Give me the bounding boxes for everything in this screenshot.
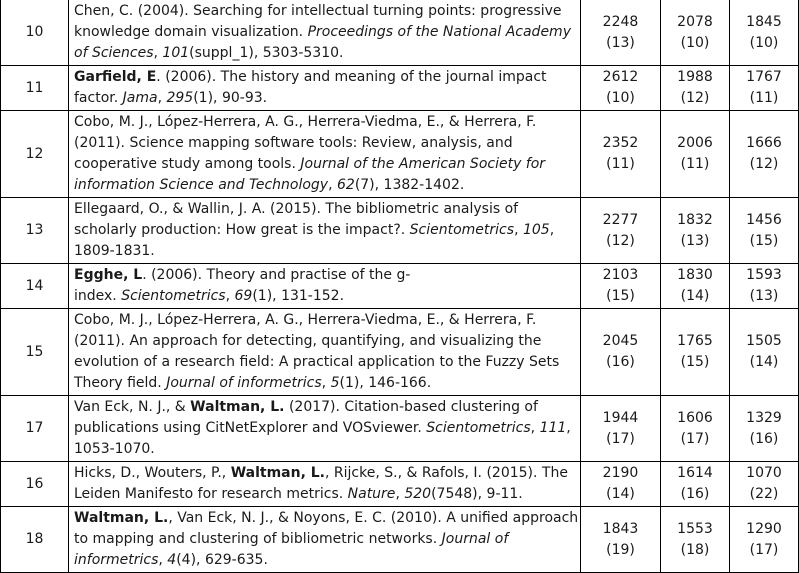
citation-rank: (10) bbox=[749, 34, 779, 51]
citation-count: 1614 bbox=[677, 465, 713, 481]
reference-text: Cobo, M. J., López-Herrera, A. G., Herrera-Viedma, E., & Herrera, F. bbox=[74, 114, 537, 130]
citation-count: 2190 bbox=[602, 465, 639, 481]
author-bold: Waltman, L. bbox=[190, 399, 285, 415]
reference-line bbox=[74, 373, 576, 394]
citation-rank: (14) bbox=[680, 288, 710, 304]
reference-cell bbox=[69, 309, 581, 396]
row-rank: 15 bbox=[1, 309, 69, 396]
reference-line bbox=[74, 67, 576, 88]
reference-line bbox=[74, 220, 576, 241]
table-row bbox=[1, 309, 799, 396]
reference-text: Van Eck, N. J., & bbox=[74, 399, 191, 415]
reference-line bbox=[74, 463, 576, 484]
citation-count: 2248 bbox=[602, 13, 639, 30]
citation-rank: (16) bbox=[680, 486, 710, 502]
reference-text: factor. bbox=[74, 90, 123, 106]
reference-line bbox=[74, 1, 576, 22]
citation-count-cell-1 bbox=[581, 198, 661, 264]
reference-italic: informetrics bbox=[74, 552, 159, 568]
reference-italic: Journal of informetrics bbox=[166, 375, 322, 391]
citation-rank: (13) bbox=[680, 232, 710, 249]
reference-line bbox=[74, 352, 576, 373]
reference-line bbox=[74, 133, 576, 154]
citation-rank: (10) bbox=[680, 34, 710, 51]
citation-count-cell-3 bbox=[730, 264, 799, 309]
reference-line bbox=[74, 310, 576, 331]
citation-rank: (16) bbox=[606, 354, 635, 370]
citation-count: 2103 bbox=[602, 267, 639, 283]
citation-rank: (14) bbox=[749, 354, 779, 370]
reference-text: (1), 131-152. bbox=[252, 288, 345, 304]
citation-rank: (15) bbox=[749, 232, 779, 249]
reference-text: (7548), 9-11. bbox=[431, 486, 523, 502]
reference-cell bbox=[69, 396, 581, 462]
reference-italic: 62 bbox=[336, 177, 355, 193]
reference-text: (1), 146-166. bbox=[339, 375, 432, 391]
citation-count-cell-2 bbox=[661, 309, 730, 396]
citation-rank: (13) bbox=[606, 34, 635, 51]
table-row bbox=[1, 0, 799, 66]
author-bold: Waltman, L. bbox=[74, 510, 169, 526]
citation-rank: (16) bbox=[749, 430, 779, 447]
reference-text: (7), 1382-1402. bbox=[354, 177, 465, 193]
reference-cell bbox=[69, 462, 581, 507]
citation-count-cell-1 bbox=[581, 309, 661, 396]
citation-count-cell-2 bbox=[661, 198, 730, 264]
reference-text: , bbox=[153, 45, 163, 61]
reference-text: Leiden Manifesto for research metrics. bbox=[74, 486, 348, 502]
reference-line bbox=[74, 484, 576, 505]
reference-text: , bbox=[514, 222, 523, 238]
citation-count-cell-3 bbox=[730, 66, 799, 111]
reference-line bbox=[74, 439, 576, 460]
citation-count-cell-3 bbox=[730, 507, 799, 573]
citation-count-cell-1 bbox=[581, 396, 661, 462]
reference-text: evolution of a research field: A practical application to the Fuzzy Sets bbox=[74, 354, 560, 370]
reference-italic: 4 bbox=[167, 552, 177, 568]
reference-text: 1809-1831. bbox=[74, 243, 155, 259]
citation-count: 1944 bbox=[602, 409, 639, 426]
reference-text: (2011). Science mapping software tools: Review, analysis, and bbox=[74, 135, 513, 151]
reference-text: Hicks, D., Wouters, P., bbox=[74, 465, 231, 481]
citation-count-cell-3 bbox=[730, 462, 799, 507]
row-rank: 13 bbox=[1, 198, 69, 264]
citation-count: 1767 bbox=[746, 69, 782, 85]
reference-text: Chen, C. (2004). Searching for intellectual turning points: progressive bbox=[74, 3, 562, 19]
citation-count-cell-3 bbox=[730, 111, 799, 198]
citation-count-cell-3 bbox=[730, 0, 799, 66]
reference-line bbox=[74, 154, 576, 175]
row-rank: 16 bbox=[1, 462, 69, 507]
reference-line bbox=[74, 331, 576, 352]
reference-italic: Journal of the American Society for bbox=[300, 156, 546, 172]
citation-count: 2352 bbox=[602, 135, 639, 151]
reference-cell bbox=[69, 111, 581, 198]
citation-count-cell-1 bbox=[581, 0, 661, 66]
citation-rank: (19) bbox=[606, 541, 635, 558]
reference-cell bbox=[69, 66, 581, 111]
citation-count-cell-1 bbox=[581, 462, 661, 507]
reference-text: , bbox=[157, 90, 167, 106]
reference-text: publications using CitNetExplorer and VOSviewer. bbox=[74, 420, 427, 436]
reference-line bbox=[74, 112, 576, 133]
table-row bbox=[1, 462, 799, 507]
citation-count-cell-2 bbox=[661, 0, 730, 66]
reference-text: Theory field. bbox=[74, 375, 167, 391]
reference-text: , bbox=[549, 222, 555, 238]
reference-italic: Scientometrics bbox=[409, 222, 515, 238]
citation-count: 1606 bbox=[677, 409, 713, 426]
reference-text: (4), 629-635. bbox=[176, 552, 268, 568]
citation-count: 1830 bbox=[677, 267, 713, 283]
reference-text: , bbox=[566, 420, 571, 436]
citation-rank: (17) bbox=[680, 430, 710, 447]
table-row bbox=[1, 507, 799, 573]
table-row bbox=[1, 396, 799, 462]
citation-count: 1329 bbox=[746, 409, 782, 426]
table-row bbox=[1, 66, 799, 111]
citation-count-cell-2 bbox=[661, 396, 730, 462]
reference-italic: Jama bbox=[122, 90, 158, 106]
reference-text: index. bbox=[74, 288, 122, 304]
citation-rank: (11) bbox=[606, 156, 635, 172]
author-bold: Garfield, E bbox=[74, 69, 157, 85]
table-row bbox=[1, 264, 799, 309]
reference-italic: 295 bbox=[166, 90, 194, 106]
reference-italic: 111 bbox=[539, 420, 567, 436]
citation-count: 1988 bbox=[677, 69, 713, 85]
reference-text: (2017). Citation-based clustering of bbox=[284, 399, 538, 415]
reference-text: (suppl_1), 5303-5310. bbox=[189, 45, 344, 61]
citation-count: 1290 bbox=[746, 520, 782, 537]
reference-text: , bbox=[225, 288, 235, 304]
reference-text: , bbox=[321, 375, 331, 391]
citation-count: 1505 bbox=[746, 333, 782, 349]
row-rank: 18 bbox=[1, 507, 69, 573]
reference-text: Cobo, M. J., López-Herrera, A. G., Herrera-Viedma, E., & Herrera, F. bbox=[74, 312, 537, 328]
row-rank: 10 bbox=[1, 0, 69, 66]
reference-italic: 105 bbox=[522, 222, 550, 238]
reference-text: , Rijcke, S., & Rafols, I. (2015). The bbox=[325, 465, 568, 481]
table-row bbox=[1, 111, 799, 198]
citation-count-cell-1 bbox=[581, 66, 661, 111]
citation-count-cell-3 bbox=[730, 198, 799, 264]
citation-count: 1553 bbox=[677, 520, 713, 537]
table-body bbox=[1, 0, 799, 573]
reference-cell bbox=[69, 198, 581, 264]
reference-line bbox=[74, 22, 576, 43]
citation-rank: (12) bbox=[749, 156, 779, 172]
reference-text: , bbox=[158, 552, 168, 568]
citation-rank: (10) bbox=[606, 90, 635, 106]
citation-rank: (14) bbox=[606, 486, 635, 502]
citation-rank: (11) bbox=[680, 156, 710, 172]
reference-italic: 101 bbox=[162, 45, 190, 61]
reference-italic: Nature bbox=[347, 486, 396, 502]
reference-line bbox=[74, 175, 576, 196]
row-rank: 11 bbox=[1, 66, 69, 111]
reference-line bbox=[74, 43, 576, 64]
reference-text: . (2006). Theory and practise of the g- bbox=[142, 267, 411, 283]
reference-line bbox=[74, 286, 576, 307]
citation-count: 2612 bbox=[602, 69, 639, 85]
citation-count-cell-3 bbox=[730, 309, 799, 396]
citation-count-cell-2 bbox=[661, 111, 730, 198]
reference-text: to mapping and clustering of bibliometric networks. bbox=[74, 531, 442, 547]
reference-cell bbox=[69, 0, 581, 66]
citation-count: 1456 bbox=[746, 211, 782, 228]
reference-italic: 69 bbox=[234, 288, 253, 304]
reference-line bbox=[74, 88, 576, 109]
reference-text: (1), 90-93. bbox=[193, 90, 268, 106]
reference-text: . (2006). The history and meaning of the journal impact bbox=[156, 69, 547, 85]
citation-count: 1070 bbox=[746, 465, 782, 481]
reference-line bbox=[74, 199, 576, 220]
citation-count: 1765 bbox=[677, 333, 713, 349]
reference-italic: Scientometrics bbox=[426, 420, 531, 436]
reference-line bbox=[74, 550, 576, 571]
reference-line bbox=[74, 397, 576, 418]
citation-rank: (15) bbox=[680, 354, 710, 370]
reference-text: cooperative study among tools. bbox=[74, 156, 301, 172]
reference-italic: 5 bbox=[330, 375, 340, 391]
row-rank: 12 bbox=[1, 111, 69, 198]
reference-line bbox=[74, 241, 576, 262]
citation-count: 2006 bbox=[677, 135, 713, 151]
author-bold: Waltman, L. bbox=[230, 465, 326, 481]
citation-rank: (15) bbox=[606, 288, 635, 304]
reference-text: (2011). An approach for detecting, quantifying, and visualizing the bbox=[74, 333, 542, 349]
citation-count: 2277 bbox=[602, 211, 639, 228]
reference-cell bbox=[69, 507, 581, 573]
citation-count-cell-2 bbox=[661, 507, 730, 573]
citation-rank: (17) bbox=[606, 430, 635, 447]
citation-rank: (17) bbox=[749, 541, 779, 558]
author-bold: Egghe, L bbox=[74, 267, 143, 283]
citation-count: 1845 bbox=[746, 13, 782, 30]
citation-count: 1832 bbox=[677, 211, 713, 228]
citation-rank: (12) bbox=[680, 90, 710, 106]
reference-text: , bbox=[395, 486, 405, 502]
reference-text: , bbox=[530, 420, 540, 436]
reference-cell bbox=[69, 264, 581, 309]
reference-line bbox=[74, 265, 576, 286]
citation-rank: (11) bbox=[749, 90, 779, 106]
reference-text: , bbox=[328, 177, 337, 193]
reference-line bbox=[74, 418, 576, 439]
reference-line bbox=[74, 529, 576, 550]
citation-rank: (22) bbox=[749, 486, 779, 502]
reference-text: Ellegaard, O., & Wallin, J. A. (2015). The bibliometric analysis of bbox=[74, 201, 519, 217]
reference-italic: Journal of bbox=[441, 531, 509, 547]
reference-italic: information Science and Technology bbox=[74, 177, 329, 193]
reference-text: 1053-1070. bbox=[74, 441, 155, 457]
reference-italic: Scientometrics bbox=[121, 288, 226, 304]
citation-count-cell-2 bbox=[661, 264, 730, 309]
reference-line bbox=[74, 508, 579, 529]
reference-text: , Van Eck, N. J., & Noyons, E. C. (2010). A unified approach bbox=[168, 510, 579, 526]
reference-italic: Proceedings of the National Academy bbox=[307, 24, 571, 40]
citation-count-cell-1 bbox=[581, 507, 661, 573]
citation-count-cell-3 bbox=[730, 396, 799, 462]
table-row bbox=[1, 198, 799, 264]
row-rank: 14 bbox=[1, 264, 69, 309]
reference-text: knowledge domain visualization. bbox=[74, 24, 308, 40]
reference-text: scholarly production: How great is the impact?. bbox=[74, 222, 410, 238]
citation-count-cell-1 bbox=[581, 264, 661, 309]
citation-count-cell-2 bbox=[661, 462, 730, 507]
citation-count: 1593 bbox=[746, 267, 782, 283]
reference-italic: of Sciences bbox=[74, 45, 154, 61]
citation-rank: (12) bbox=[606, 232, 635, 249]
row-rank: 17 bbox=[1, 396, 69, 462]
citation-rank: (13) bbox=[749, 288, 779, 304]
citation-count-cell-2 bbox=[661, 66, 730, 111]
citation-rank: (18) bbox=[680, 541, 710, 558]
citation-count: 1666 bbox=[746, 135, 782, 151]
citation-count: 2078 bbox=[677, 13, 713, 30]
reference-italic: 520 bbox=[404, 486, 432, 502]
citation-count-cell-1 bbox=[581, 111, 661, 198]
citation-count: 1843 bbox=[602, 520, 639, 537]
citation-count: 2045 bbox=[602, 333, 639, 349]
